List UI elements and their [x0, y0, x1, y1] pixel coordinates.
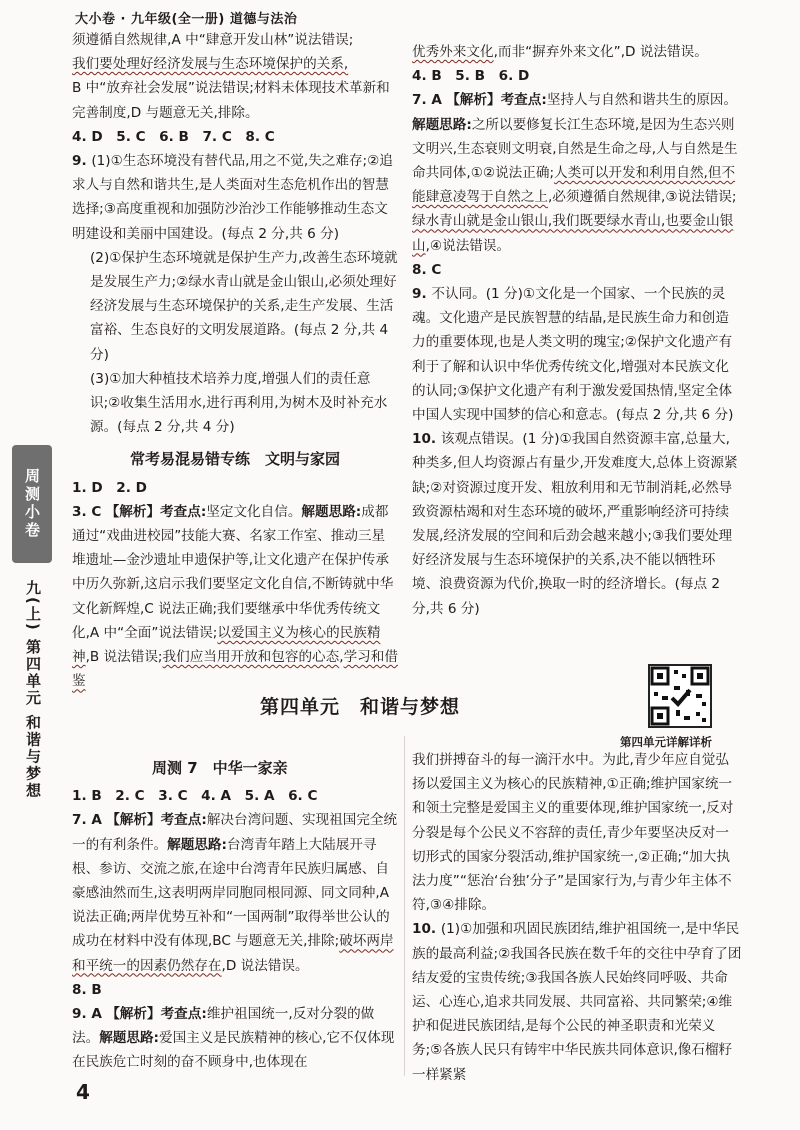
- left-top-column: [72, 28, 398, 693]
- answer-text: (2)①保护生态环境就是保护生产力,改善生态环境就是发展生产力;②绿水青山就是金山银山,必须处理好经济发展与生态环境保护的关系,走生产发展、生活富裕、生态良好的文明发展道路。(每点 2 分,共 4 分): [90, 249, 398, 363]
- answer-numbers: 4. D 5. C 6. B 7. C 8. C: [72, 128, 275, 145]
- analysis-text: 坚持人与自然和谐共生的原因。: [546, 92, 738, 109]
- analysis-label: 解题思路:: [99, 1030, 159, 1047]
- question-number: 10.: [412, 921, 441, 938]
- wavy-highlight: 优秀外来文化: [412, 44, 494, 60]
- wavy-highlight: 学习和借鉴: [72, 649, 398, 690]
- page-header: 大小卷 · 九年级(全一册) 道德与法治: [75, 12, 298, 27]
- analysis-label: 【解析】考查点:: [106, 812, 207, 829]
- analysis-text: ,: [339, 649, 344, 666]
- analysis-text: 成都通过“戏曲进校园”技能大赛、名家工作室、推动三星堆遗址—金沙遗址申遗保护等,让文化遗产在保护传承中历久弥新,这启示我们要坚定文化自信,不断铸就中华文化新辉煌,C 说法正确;我们要继承中华优秀传统文化,A 中“全面”说法错误;: [72, 503, 394, 641]
- answer-text: 该观点错误。(1 分)①我国自然资源丰富,总量大,种类多,但人均资源占有量少,开发难度大,总体上资源紧缺;②对资源过度开发、粗放利用和无节制消耗,必然导致资源枯竭和对生态环境的破坏,严重影响经济可持续发展,经济发展的空间和后劲会越来越小;③我们要处理好经济发展与生态环境保护的关系,决不能以牺牲环境、浪费资源为代价,换取一时的经济增长。(每点 2 分,共 6 分): [412, 431, 738, 617]
- analysis-label: 解题思路:: [301, 503, 362, 520]
- analysis-text: 之所以要修复长江生态环境,是因为生态兴则文明兴,生态衰则文明衰,自然是生命之母,人与自然是生命共同体,①②说法正确;: [412, 116, 738, 182]
- answer-text: (1)①加强和巩固民族团结,维护祖国统一,是中华民族的最高利益;②我国各民族在数千年的交往中孕育了团结友爱的宝贵传统;③我国各族人民始终同呼吸、共命运、心连心,追求共同发展、共同富裕、共同繁荣;④维护和促进民族团结,是每个公民的神圣职责和光荣义务;⑤各族人民只有铸牢中华民族共同体意识,像石榴籽一样紧紧: [412, 921, 742, 1083]
- analysis-text: 维护祖国统一,反对分裂的做法。: [72, 1006, 375, 1047]
- analysis-label: 【解析】考查点:: [106, 1006, 207, 1023]
- section-title: 周测 7 中华一家亲: [152, 759, 288, 777]
- analysis-label: 【解析】考查点:: [446, 92, 547, 109]
- answer-numbers: 1. B 2. C 3. C 4. A 5. A 6. C: [72, 788, 318, 805]
- qr-caption: 第四单元详解详析: [620, 735, 712, 749]
- analysis-text: ,D 说法错误。: [221, 957, 309, 974]
- answer-line: 须遵循自然规律,A 中“肆意开发山林”说法错误;: [72, 32, 354, 48]
- sidebar-unit-text: 九(上) 第四单元 和谐与梦想: [24, 580, 42, 800]
- right-bottom-column: [412, 748, 742, 1087]
- question-number: 3. C: [72, 503, 102, 520]
- question-number: 7. A: [72, 812, 102, 829]
- right-top-column: [412, 40, 742, 621]
- question-number: 9. A: [72, 1006, 102, 1023]
- analysis-text: ,必须遵循自然规律,③说法错误;: [547, 189, 737, 206]
- qr-code-icon[interactable]: [648, 664, 712, 728]
- analysis-text: 坚定文化自信。: [206, 503, 302, 520]
- question-number: 7. A: [412, 92, 442, 109]
- wavy-highlight: 我们要处理好经济发展与生态环境保护的关系,: [72, 56, 349, 73]
- answer-numbers: 1. D 2. D: [72, 479, 147, 496]
- sidebar-tab: 周测小卷: [12, 445, 52, 563]
- left-bottom-column: [72, 756, 398, 1075]
- analysis-label: 解题思路:: [167, 836, 227, 853]
- wavy-highlight: 破坏两岸和平统一的因素仍然存在: [72, 933, 394, 974]
- question-number: 10.: [412, 431, 441, 448]
- question-number: 9.: [412, 286, 432, 303]
- analysis-text: 爱国主义是民族精神的核心,它不仅体现在民族危亡时刻的奋不顾身中,也体现在: [72, 1030, 395, 1071]
- column-divider: [404, 736, 405, 1076]
- question-number: 9.: [72, 153, 92, 170]
- answer-numbers: 8. C: [412, 261, 442, 278]
- analysis-text: ,B 说法错误;: [85, 649, 163, 666]
- section-title: 常考易混易错专练 文明与家园: [129, 450, 340, 469]
- answer-text: 不认同。(1 分)①文化是一个国家、一个民族的灵魂。文化遗产是民族智慧的结晶,是民族生命力和创造力的重要体现,也是人类文明的瑰宝;②保护文化遗产有利于了解和认识中华优秀传统文化,增强对本民族文化的认同;③保护文化遗产有利于激发爱国热情,坚定全体中国人实现中国梦的信心和意志。(每点 2 分,共 6 分): [412, 286, 734, 424]
- analysis-text: 台湾青年踏上大陆展开寻根、参访、交流之旅,在途中台湾青年民族归属感、自豪感油然而生,这表明两岸同胞同根同源、同文同种,A 说法正确;两岸优势互补和“一国两制”取得举世公认的成功在材料中没有体现,BC 与题意无关,排除;: [72, 836, 390, 950]
- wavy-highlight: 人类可以开发和利用自然,但不能肆意凌驾于自然之上: [412, 165, 736, 206]
- page-number: 4: [76, 1080, 90, 1104]
- analysis-label: 【解析】考查点:: [105, 503, 207, 520]
- wavy-highlight: 以爱国主义为核心的民族精神: [72, 624, 381, 666]
- unit-title: 第四单元 和谐与梦想: [260, 696, 461, 718]
- analysis-text: ,④说法错误。: [425, 237, 511, 254]
- answer-line: B 中“放弃社会发展”说法错误;材料未体现技术革新和完善制度,D 与题意无关,排除。: [72, 80, 390, 121]
- wavy-highlight: 绿水青山就是金山银山,我们既要绿水青山,也要金山银山: [412, 213, 734, 254]
- analysis-text: 解决台湾问题、实现祖国完全统一的有利条件。: [72, 812, 398, 853]
- answer-text: ,而非“摒弃外来文化”,D 说法错误。: [493, 44, 708, 60]
- answer-text: 我们拼搏奋斗的每一滴汗水中。为此,青少年应自觉弘扬以爱国主义为核心的民族精神,①正确;维护国家统一和领土完整是爱国主义的重要体现,维护国家统一,反对分裂是每个公民义不容辞的责任,青少年要坚决反对一切形式的国家分裂活动,维护国家统一,②正确;“加大执法力度”“惩治‘台独’分子”是国家行为,与青少年主体不符,③④排除。: [412, 752, 734, 914]
- answer-text: (1)①生态环境没有替代品,用之不觉,失之难存;②追求人与自然和谐共生,是人类面对生态危机作出的智慧选择;③高度重视和加强防沙治沙工作能够推动生态文明建设和美丽中国建设。(每点 2 分,共 6 分): [72, 153, 393, 242]
- answer-numbers: 8. B: [72, 981, 102, 998]
- wavy-highlight: 我们应当用开放和包容的心态: [162, 649, 340, 666]
- analysis-label: 解题思路:: [412, 116, 472, 133]
- answer-text: (3)①加大种植技术培养力度,增强人们的责任意识;②收集生活用水,进行再利用,为树木及时补充水源。(每点 2 分,共 4 分): [90, 370, 388, 436]
- answer-numbers: 4. B 5. B 6. D: [412, 68, 530, 85]
